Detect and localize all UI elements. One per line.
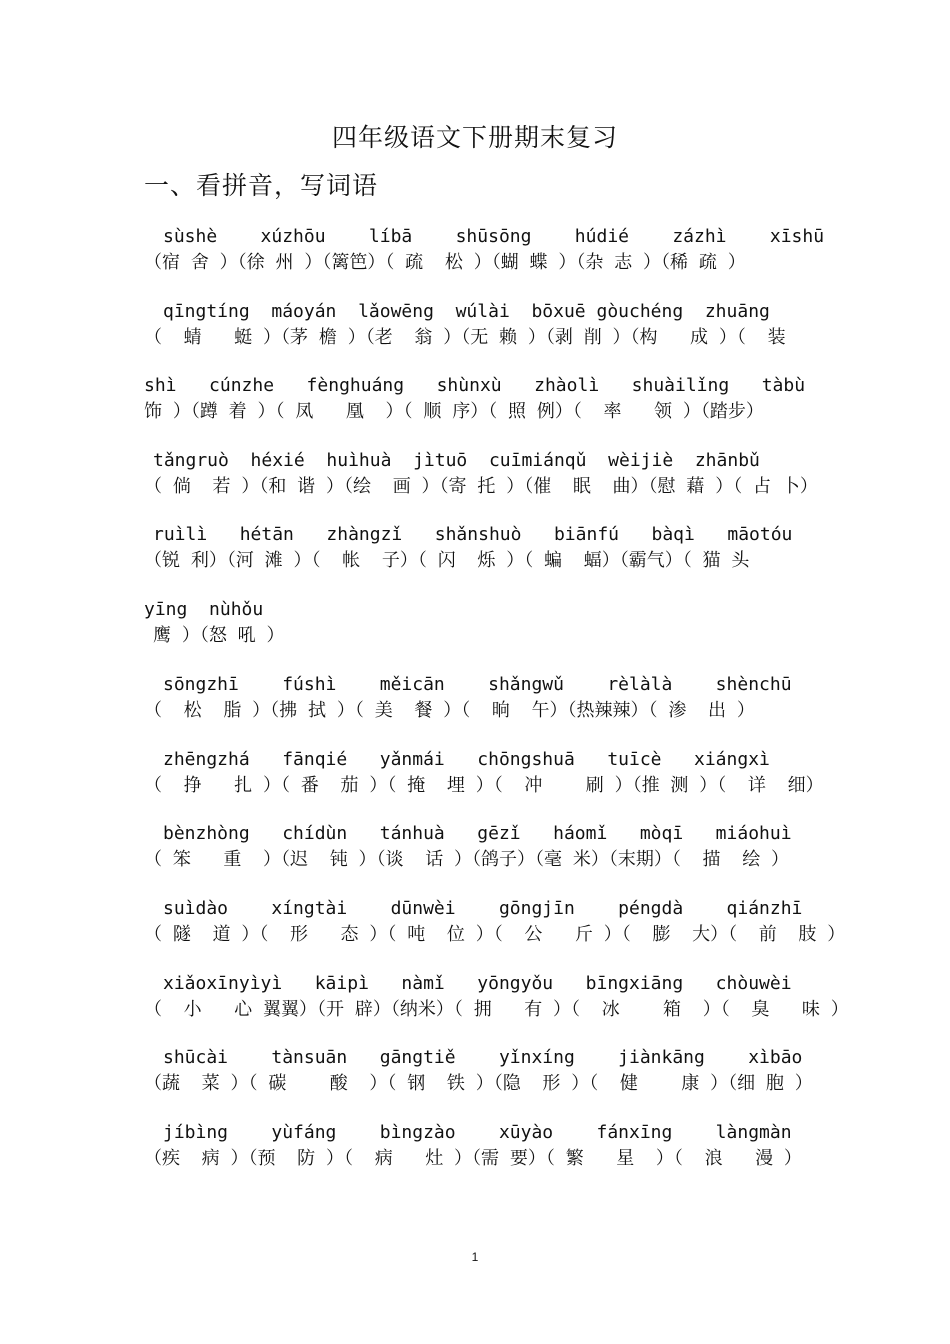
pinyin-row: zhēngzhá fānqié yǎnmái chōngshuā tuīcè xiángxì [163, 749, 770, 770]
answer-row: 鹰 ）（怒 吼 ） [153, 625, 285, 646]
pinyin-row: sōngzhī fúshì měicān shǎngwǔ rèlàlà shènchū [163, 674, 792, 695]
answer-row: （ 挣 扎 ）（ 番 茄 ）（ 掩 埋 ）（ 冲 刷 ）（推 测 ）（ 详 细） [144, 775, 824, 796]
pinyin-row: shì cúnzhe fènghuáng shùnxù zhàolì shuàilǐng tàbù [144, 375, 806, 396]
answer-row: （宿 舍 ）（徐 州 ）（篱笆）（ 疏 松 ）（蝴 蝶 ）（杂 志 ）（稀 疏 ） [144, 252, 746, 273]
section-heading: 一、看拼音，写词语 [144, 171, 379, 200]
answer-row: （ 倘 若 ）（和 谐 ）（绘 画 ）（寄 托 ）（催 眠 曲）（慰 藉 ）（ 占 卜） [144, 476, 818, 497]
pinyin-row: qīngtíng máoyán lǎowēng wúlài bōxuē gòuchéng zhuāng [163, 301, 770, 322]
pinyin-row: yīng nùhǒu [144, 599, 264, 620]
answer-row: （ 松 脂 ）（拂 拭 ）（ 美 餐 ）（ 晌 午）（热辣辣）（ 渗 出 ） [144, 700, 755, 721]
page-title: 四年级语文下册期末复习 [331, 123, 618, 152]
pinyin-row: sùshè xúzhōu líbā shūsōng húdié zázhì xīshū [163, 226, 825, 247]
pinyin-row: bènzhòng chídùn tánhuà gēzǐ háomǐ mòqī miáohuì [163, 823, 792, 844]
answer-row: （锐 利）（河 滩 ）（ 帐 子）（ 闪 烁 ）（ 蝙 蝠）（霸气）（ 猫 头 [144, 550, 750, 571]
answer-row: （ 蜻 蜓 ）（茅 檐 ）（老 翁 ）（无 赖 ）（剥 削 ）（构 成 ）（ 装 [144, 327, 786, 348]
pinyin-row: suìdào xíngtài dūnwèi gōngjīn péngdà qiánzhī [163, 898, 803, 919]
answer-row: （疾 病 ）（预 防 ）（ 病 灶 ）（需 要）（ 繁 星 ）（ 浪 漫 ） [144, 1148, 802, 1169]
answer-row: 饰 ）（蹲 着 ）（ 凤 凰 ）（ 顺 序）（ 照 例）（ 率 领 ）（踏步） [144, 401, 764, 422]
pinyin-row: shūcài tànsuān gāngtiě yǐnxíng jiànkāng xìbāo [163, 1047, 803, 1068]
pinyin-row: tǎngruò héxié huìhuà jìtuō cuīmiánqǔ wèijiè zhānbǔ [153, 450, 760, 471]
answer-row: （ 笨 重 ）（迟 钝 ）（谈 话 ）（鸽子）（毫 米）（末期）（ 描 绘 ） [144, 849, 790, 870]
answer-row: （ 小 心 翼翼）（开 辟）（纳米）（ 拥 有 ）（ 冰 箱 ）（ 臭 味 ） [144, 999, 849, 1020]
answer-row: （ 隧 道 ）（ 形 态 ）（ 吨 位 ）（ 公 斤 ）（ 膨 大）（ 前 肢 ） [144, 924, 846, 945]
page-number: 1 [471, 1250, 479, 1264]
pinyin-row: ruìlì hétān zhàngzǐ shǎnshuò biānfú bàqì māotóu [153, 524, 793, 545]
pinyin-row: jíbìng yùfáng bìngzào xūyào fánxīng làngmàn [163, 1122, 792, 1143]
pinyin-row: xiǎoxīnyìyì kāipì nàmǐ yōngyǒu bīngxiāng chòuwèi [163, 973, 792, 994]
answer-row: （蔬 菜 ）（ 碳 酸 ）（ 钢 铁 ）（隐 形 ）（ 健 康 ）（细 胞 ） [144, 1073, 813, 1094]
